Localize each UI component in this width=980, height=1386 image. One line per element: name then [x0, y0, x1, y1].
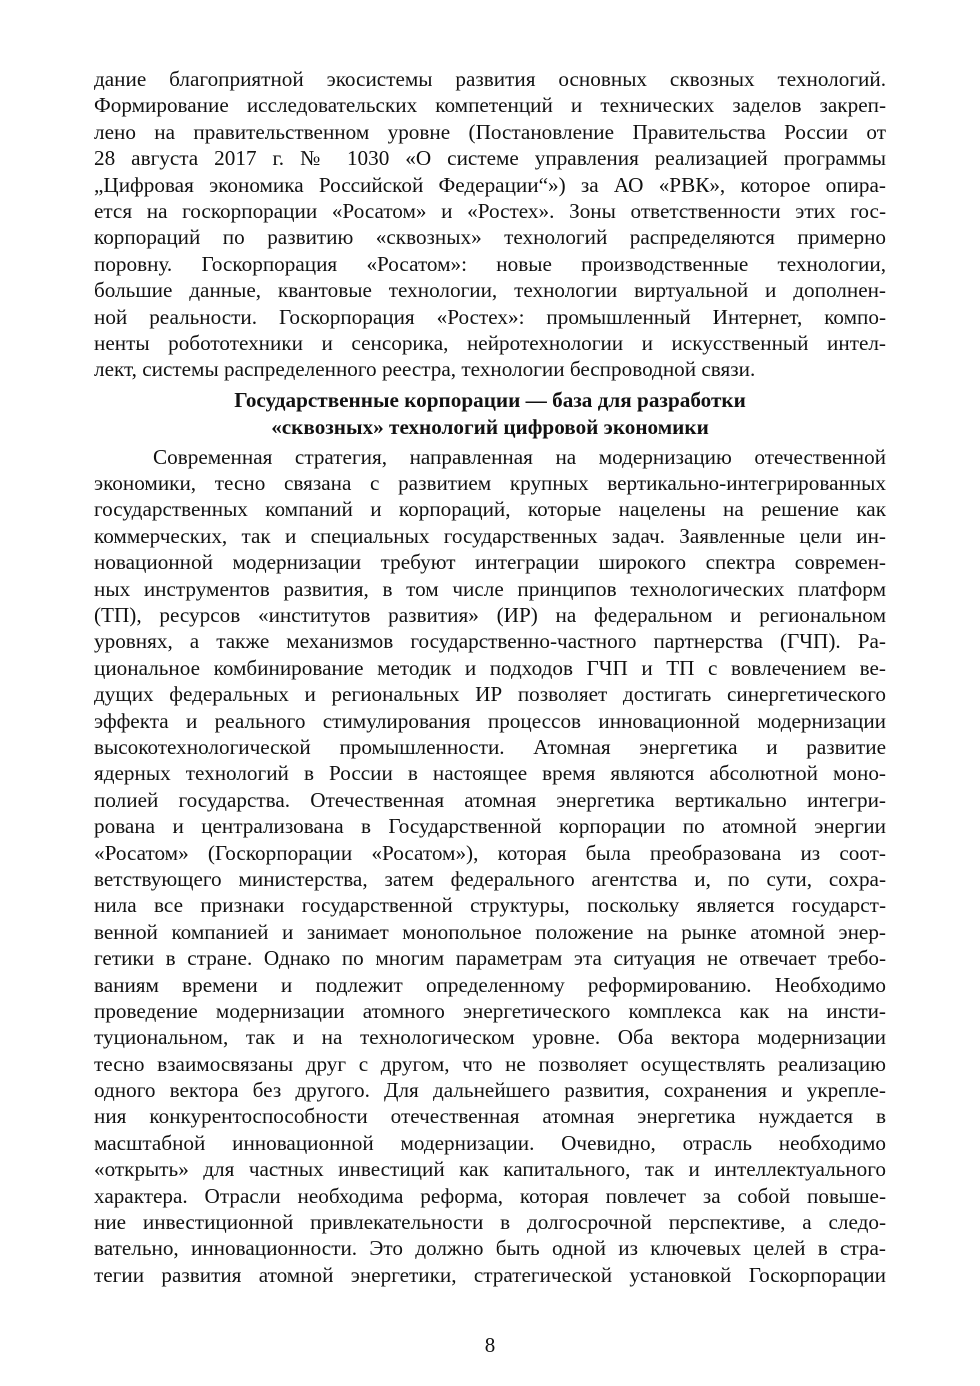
text-line: гетики в стране. Однако по многим параметрам эта ситуация не отвечает требо-	[94, 946, 886, 971]
text-line: уровнях, а также механизмов государственно-частного партнерства (ГЧП). Ра-	[94, 629, 886, 654]
text-line: вательно, инновационности. Это должно быть одной из ключевых целей в стра-	[94, 1236, 886, 1261]
text-line: ной реальности. Госкорпорация «Ростех»: промышленный Интернет, компо-	[94, 304, 886, 329]
text-line: рована и централизована в Государственной корпорации по атомной энергии	[94, 814, 886, 839]
text-line: Современная стратегия, направленная на модернизацию отечественной	[153, 444, 886, 469]
text-line: характера. Отрасли необходима реформа, которая повлечет за собой повыше-	[94, 1183, 886, 1208]
section-heading	[94, 387, 886, 441]
text-line: „Цифровая экономика Российской Федерации“») за АО «РВК», которое опира-	[94, 172, 886, 197]
text-line: лено на правительственном уровне (Постановление Правительства России от	[94, 119, 886, 144]
text-line: экономики, тесно связана с развитием крупных вертикально-интегрированных	[94, 471, 886, 496]
text-line: Формирование исследовательских компетенций и технических заделов закреп-	[94, 93, 886, 118]
text-line: проведение модернизации атомного энергетического комплекса как на инсти-	[94, 998, 886, 1023]
text-line: «открыть» для частных инвестиций как капитального, так и интеллектуального	[94, 1157, 886, 1182]
paragraph-main	[94, 444, 886, 1289]
text-line: 28 августа 2017 г. № 1030 «О системе управления реализацией программы	[94, 146, 886, 171]
paragraph-intro	[94, 66, 886, 383]
text-line: ваниям времени и подлежит определенному реформированию. Необходимо	[94, 972, 886, 997]
text-line: одного вектора без другого. Для дальнейшего развития, сохранения и укрепле-	[94, 1078, 886, 1103]
text-line: государственных компаний и корпораций, которые нацелены на решение как	[94, 497, 886, 522]
page-body	[94, 66, 886, 1288]
text-line: коммерческих, так и специальных государственных задач. Заявленные цели ин-	[94, 523, 886, 548]
text-line: нила все признаки государственной структуры, поскольку является государст-	[94, 893, 886, 918]
text-line: эффекта и реального стимулирования процессов инновационной модернизации	[94, 708, 886, 733]
text-line: ядерных технологий в России в настоящее время являются абсолютной моно-	[94, 761, 886, 786]
text-line: дание благоприятной экосистемы развития основных сквозных технологий.	[94, 67, 886, 91]
text-line: туциональном, так и на технологическом уровне. Оба вектора модернизации	[94, 1025, 886, 1050]
text-line: тегии развития атомной энергетики, стратегической установкой Госкорпорации	[94, 1262, 886, 1287]
text-line: ных инструментов развития, в том числе принципов технологических платформ	[94, 576, 886, 601]
text-line: новационной модернизации требуют интеграции широкого спектра современ-	[94, 550, 886, 575]
text-line: ветствующего министерства, затем федерального агентства и, по сути, сохра-	[94, 866, 886, 891]
text-line: циональное комбинирование методик и подходов ГЧП и ТП с вовлечением ве-	[94, 655, 886, 680]
text-line: масштабной инновационной модернизации. Очевидно, отрасль необходимо	[94, 1130, 886, 1155]
text-line: поровну. Госкорпорация «Росатом»: новые производственные технологии,	[94, 251, 886, 276]
text-line: дущих федеральных и региональных ИР позволяет достигать синергетического	[94, 682, 886, 707]
text-line: полией государства. Отечественная атомная энергетика вертикально интегри-	[94, 787, 886, 812]
text-line: ненты робототехники и сенсорика, нейротехнологии и искусственный интел-	[94, 330, 886, 355]
text-line: ется на госкорпорации «Росатом» и «Ростех». Зоны ответственности этих гос-	[94, 198, 886, 223]
text-line: «Росатом» (Госкорпорации «Росатом»), которая была преобразована из соот-	[94, 840, 886, 865]
text-line: венной компанией и занимает монопольное положение на рынке атомной энер-	[94, 919, 886, 944]
text-line: тесно взаимосвязаны друг с другом, что не позволяет осуществлять реализацию	[94, 1051, 886, 1076]
text-line: высокотехнологической промышленности. Атомная энергетика и развитие	[94, 734, 886, 759]
text-line: лект, системы распределенного реестра, технологии беспроводной связи.	[94, 357, 756, 382]
text-line: ния конкурентоспособности отечественная атомная энергетика нуждается в	[94, 1104, 886, 1129]
page-number: 8	[484, 1333, 496, 1357]
section-heading-line-1: Государственные корпорации — база для разработки	[234, 387, 746, 412]
text-line: ние инвестиционной привлекательности в долгосрочной перспективе, а следо-	[94, 1210, 886, 1235]
section-heading-line-2: «сквозных» технологий цифровой экономики	[271, 414, 709, 439]
text-line: большие данные, квантовые технологии, технологии виртуальной и дополнен-	[94, 278, 886, 303]
text-line: корпораций по развитию «сквозных» технологий распределяются примерно	[94, 225, 886, 250]
text-line: (ТП), ресурсов «институтов развития» (ИР) на федеральном и региональном	[94, 603, 886, 628]
